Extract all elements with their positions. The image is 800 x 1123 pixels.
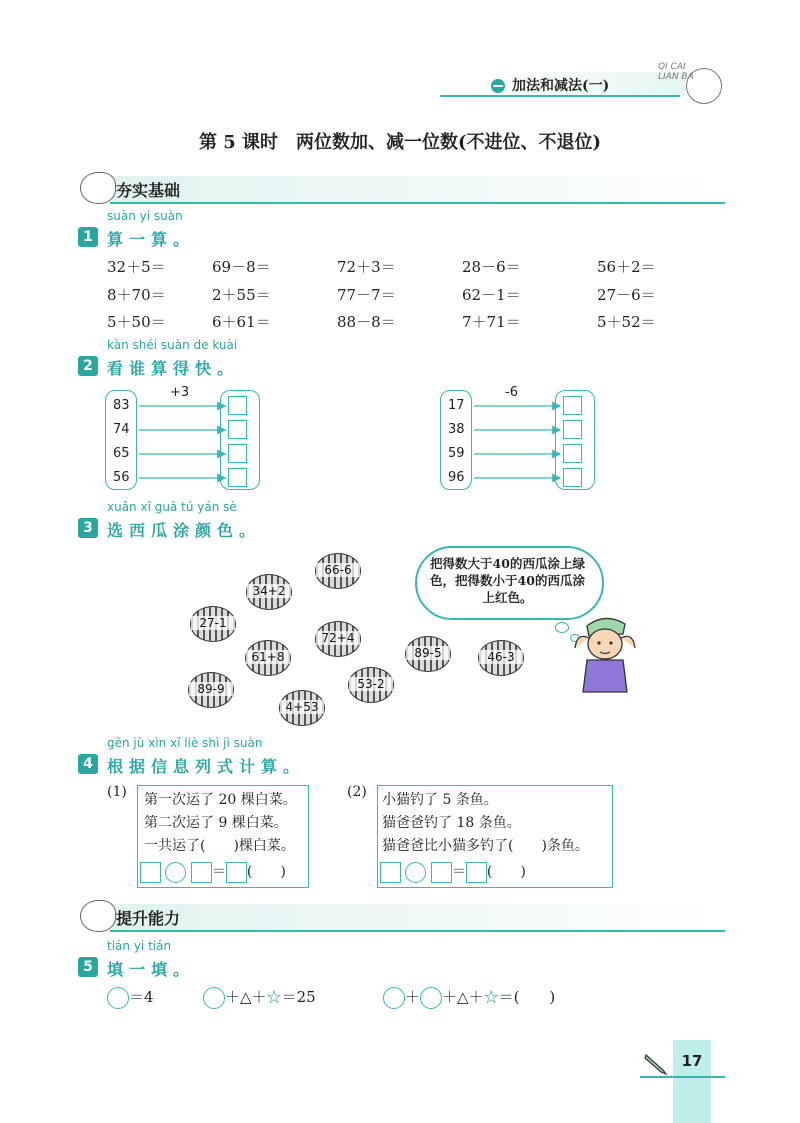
q2-left-input: 65 xyxy=(113,446,130,461)
q4-part1-line: 一共运了( )棵白菜。 xyxy=(144,838,295,854)
calc-item: 69－8＝ xyxy=(212,258,271,276)
watermelon-label: 27-1 xyxy=(191,616,235,630)
watermelon-label: 4+53 xyxy=(280,700,324,714)
circle-symbol xyxy=(383,987,405,1009)
q2-left-input: 74 xyxy=(113,422,130,437)
unit-paren[interactable]: ( ) xyxy=(486,864,526,880)
q2-right-arrows xyxy=(470,390,570,490)
answer-box[interactable] xyxy=(563,468,582,487)
calc-item: 28－6＝ xyxy=(462,258,521,276)
q4-part2-box xyxy=(377,785,613,888)
brand-logo-text: QI CAI LIAN BA xyxy=(658,62,694,82)
operator-circle[interactable] xyxy=(165,862,186,883)
thinking-boy-illustration xyxy=(565,612,640,694)
calc-item: 77－7＝ xyxy=(337,286,396,304)
q2-pinyin: kàn shéi suàn de kuài xyxy=(107,338,238,352)
watermelon[interactable] xyxy=(405,636,451,672)
q2-right-input: 38 xyxy=(448,422,465,437)
watermelon-label: 61+8 xyxy=(246,650,290,664)
q2-left-machine xyxy=(105,385,260,490)
q5-eq3-answer[interactable]: ＝( ) xyxy=(498,988,556,1006)
q5-equation-3 xyxy=(383,986,555,1009)
equation-box[interactable] xyxy=(380,862,401,883)
watermelon[interactable] xyxy=(478,640,524,676)
watermelon[interactable] xyxy=(188,672,234,708)
q2-right-input: 59 xyxy=(448,446,465,461)
q4-part2-line: 猫爸爸比小猫多钓了( )条鱼。 xyxy=(382,838,589,854)
q5-number: 5 xyxy=(78,957,98,977)
q4-part2-label: (2) xyxy=(347,784,367,800)
watermelon[interactable] xyxy=(279,690,325,726)
circle-symbol xyxy=(203,987,225,1009)
equation-box[interactable] xyxy=(140,862,161,883)
calc-item: 5＋50＝ xyxy=(107,313,166,331)
q5-eq1-text: ＝4 xyxy=(129,988,154,1006)
chapter-icon xyxy=(491,79,505,93)
q4-pinyin: gēn jù xìn xī liè shì jì suàn xyxy=(107,736,263,750)
q4-part2-equation xyxy=(380,861,526,883)
watermelon-label: 46-3 xyxy=(479,650,523,664)
star-icon: ☆ xyxy=(483,988,499,1006)
watermelon[interactable] xyxy=(190,606,236,642)
q5-pinyin: tián yi tián xyxy=(107,939,172,953)
calc-item: 62－1＝ xyxy=(462,286,521,304)
watermelon-label: 89-5 xyxy=(406,646,450,660)
equation-box[interactable] xyxy=(466,862,487,883)
watermelon-label: 89-9 xyxy=(189,682,233,696)
calc-item: 7＋71＝ xyxy=(462,313,521,331)
star-icon: ☆ xyxy=(266,988,282,1006)
q4-title: 根据信息列式计算。 xyxy=(107,757,306,776)
q2-left-operator: +3 xyxy=(170,385,190,400)
calc-item: 6＋61＝ xyxy=(212,313,271,331)
section-advanced-title: 提升能力 xyxy=(116,909,181,928)
q3-number: 3 xyxy=(78,518,98,538)
watermelon[interactable] xyxy=(315,553,361,589)
unit-paren[interactable]: ( ) xyxy=(246,864,286,880)
calc-item: 5＋52＝ xyxy=(597,313,656,331)
circle-symbol xyxy=(420,987,442,1009)
lesson-title: 第 5 课时 两位数加、减一位数(不进位、不退位) xyxy=(198,132,602,153)
q4-part1-line: 第二次运了 9 棵白菜。 xyxy=(144,815,288,831)
section-basic-title: 夯实基础 xyxy=(116,181,181,200)
q1-title: 算一算。 xyxy=(107,230,196,249)
q5-equation-2 xyxy=(203,986,316,1009)
speech-bubble-text: 把得数大于40的西瓜涂上绿色，把得数小于40的西瓜涂上红色。 xyxy=(430,556,585,605)
circle-symbol xyxy=(107,987,129,1009)
q1-pinyin: suàn yi suàn xyxy=(107,209,183,223)
answer-box[interactable] xyxy=(228,420,247,439)
q2-left-arrows xyxy=(135,390,235,490)
q4-part1-line: 第一次运了 20 棵白菜。 xyxy=(144,792,297,808)
calc-item: 56＋2＝ xyxy=(597,258,656,276)
equals-sign: ＝ xyxy=(451,864,466,880)
q5-eq3-plus: ＋ xyxy=(405,988,421,1006)
calc-item: 8＋70＝ xyxy=(107,286,166,304)
q4-number: 4 xyxy=(78,754,98,774)
equals-sign: ＝ xyxy=(211,864,226,880)
pencil-icon xyxy=(643,1052,669,1076)
watermelon-label: 34+2 xyxy=(247,584,291,598)
calc-item: 27－6＝ xyxy=(597,286,656,304)
equation-box[interactable] xyxy=(226,862,247,883)
q2-number: 2 xyxy=(78,356,98,376)
answer-box[interactable] xyxy=(563,420,582,439)
q1-number: 1 xyxy=(78,227,98,247)
q4-part1-box xyxy=(137,785,309,888)
q2-right-machine xyxy=(440,385,595,490)
cartoon-kid-icon xyxy=(80,172,116,204)
section-basic xyxy=(80,176,725,202)
watermelon-label: 72+4 xyxy=(316,631,360,645)
watermelon[interactable] xyxy=(246,574,292,610)
calc-item: 72＋3＝ xyxy=(337,258,396,276)
q4-part2-line: 小猫钓了 5 条鱼。 xyxy=(382,792,498,808)
answer-box[interactable] xyxy=(563,444,582,463)
q2-right-input: 17 xyxy=(448,398,465,413)
section-advanced xyxy=(80,904,725,930)
q2-left-input: 83 xyxy=(113,398,130,413)
watermelon-label: 66-6 xyxy=(316,563,360,577)
answer-box[interactable] xyxy=(228,444,247,463)
page-number: 17 xyxy=(681,1052,703,1070)
page-line xyxy=(640,1076,725,1078)
q5-title: 填一填。 xyxy=(107,960,196,979)
q4-part1-label: (1) xyxy=(107,784,127,800)
watermelon[interactable] xyxy=(245,640,291,676)
q5-eq2-mid: ＋△＋ xyxy=(225,988,267,1006)
q4-part2-line: 猫爸爸钓了 18 条鱼。 xyxy=(382,815,521,831)
answer-box[interactable] xyxy=(228,468,247,487)
watermelon[interactable] xyxy=(348,667,394,703)
q2-left-input: 56 xyxy=(113,470,130,485)
q3-title: 选西瓜涂颜色。 xyxy=(107,521,262,540)
equation-box[interactable] xyxy=(191,862,212,883)
answer-box[interactable] xyxy=(228,396,247,415)
q3-pinyin: xuǎn xī guā tú yán sè xyxy=(107,500,237,514)
equation-box[interactable] xyxy=(431,862,452,883)
watermelon-label: 53-2 xyxy=(349,677,393,691)
q5-equation-1 xyxy=(107,986,154,1009)
header-line xyxy=(440,95,680,97)
q5-eq3-mid: ＋△＋ xyxy=(442,988,484,1006)
chapter-title: 加法和减法(一) xyxy=(512,78,610,94)
watermelon[interactable] xyxy=(315,621,361,657)
calc-item: 32＋5＝ xyxy=(107,258,166,276)
q2-right-operator: -6 xyxy=(505,385,518,400)
cartoon-kid-icon xyxy=(80,900,116,932)
operator-circle[interactable] xyxy=(405,862,426,883)
q2-title: 看谁算得快。 xyxy=(107,359,240,378)
calc-item: 2＋55＝ xyxy=(212,286,271,304)
q4-part1-equation xyxy=(140,861,286,883)
calc-item: 88－8＝ xyxy=(337,313,396,331)
answer-box[interactable] xyxy=(563,396,582,415)
q2-right-input: 96 xyxy=(448,470,465,485)
mascot-face-icon xyxy=(686,68,722,104)
q5-eq2-end: ＝25 xyxy=(281,988,316,1006)
